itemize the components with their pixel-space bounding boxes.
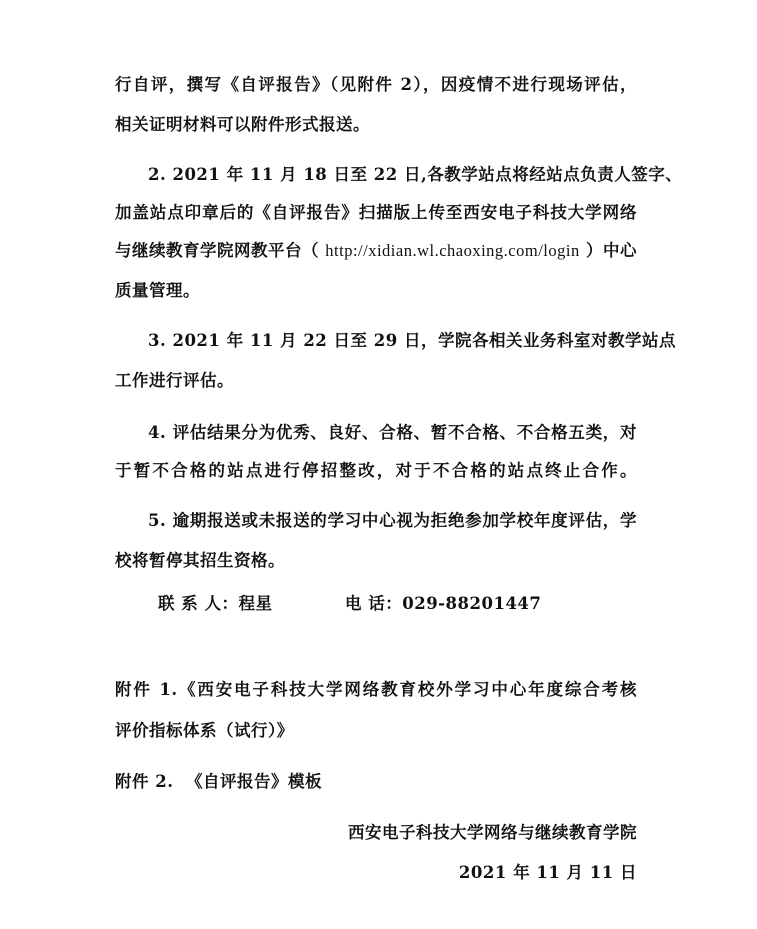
- contact-person: 联 系 人：程星: [158, 594, 273, 613]
- paragraph-line: 工作进行评估。: [115, 371, 234, 390]
- contact-phone: 电 话：029-88201447: [345, 594, 542, 613]
- paragraph-line: 相关证明材料可以附件形式报送。: [115, 115, 370, 134]
- paragraph-line: 3. 2021 年 11 月 22 日至 29 日，学院各相关业务科室对教学站点: [148, 331, 676, 350]
- paragraph-line: [115, 240, 637, 262]
- signature-date: 2021 年 11 月 11 日: [458, 863, 637, 882]
- attachment-2: 附件 2. 《自评报告》模板: [115, 772, 322, 791]
- paragraph-line: 于暂不合格的站点进行停招整改，对于不合格的站点终止合作。: [115, 461, 637, 480]
- attachment-1-cont: 评价指标体系（试行）》: [115, 721, 294, 740]
- paragraph-line: 质量管理。: [115, 281, 200, 300]
- attachment-1: 附件 1.《西安电子科技大学网络教育校外学习中心年度综合考核: [115, 680, 637, 699]
- paragraph-line: 2. 2021 年 11 月 18 日至 22 日,各教学站点将经站点负责人签字、: [148, 165, 683, 184]
- paragraph-line: 校将暂停其招生资格。: [115, 551, 285, 570]
- paragraph-line: 4. 评估结果分为优秀、良好、合格、暂不合格、不合格五类，对: [148, 423, 637, 442]
- paragraph-line: 加盖站点印章后的《自评报告》扫描版上传至西安电子科技大学网络: [115, 203, 637, 222]
- platform-url: http://xidian.wl.chaoxing.com/login: [325, 241, 580, 260]
- text: ）中心: [586, 241, 637, 260]
- text: 与继续教育学院网教平台（: [115, 241, 319, 260]
- paragraph-line: 5. 逾期报送或未报送的学习中心视为拒绝参加学校年度评估，学: [148, 511, 637, 530]
- signature-org: 西安电子科技大学网络与继续教育学院: [348, 823, 637, 842]
- paragraph-line: 行自评，撰写《自评报告》（见附件 2），因疫情不进行现场评估，: [115, 75, 637, 94]
